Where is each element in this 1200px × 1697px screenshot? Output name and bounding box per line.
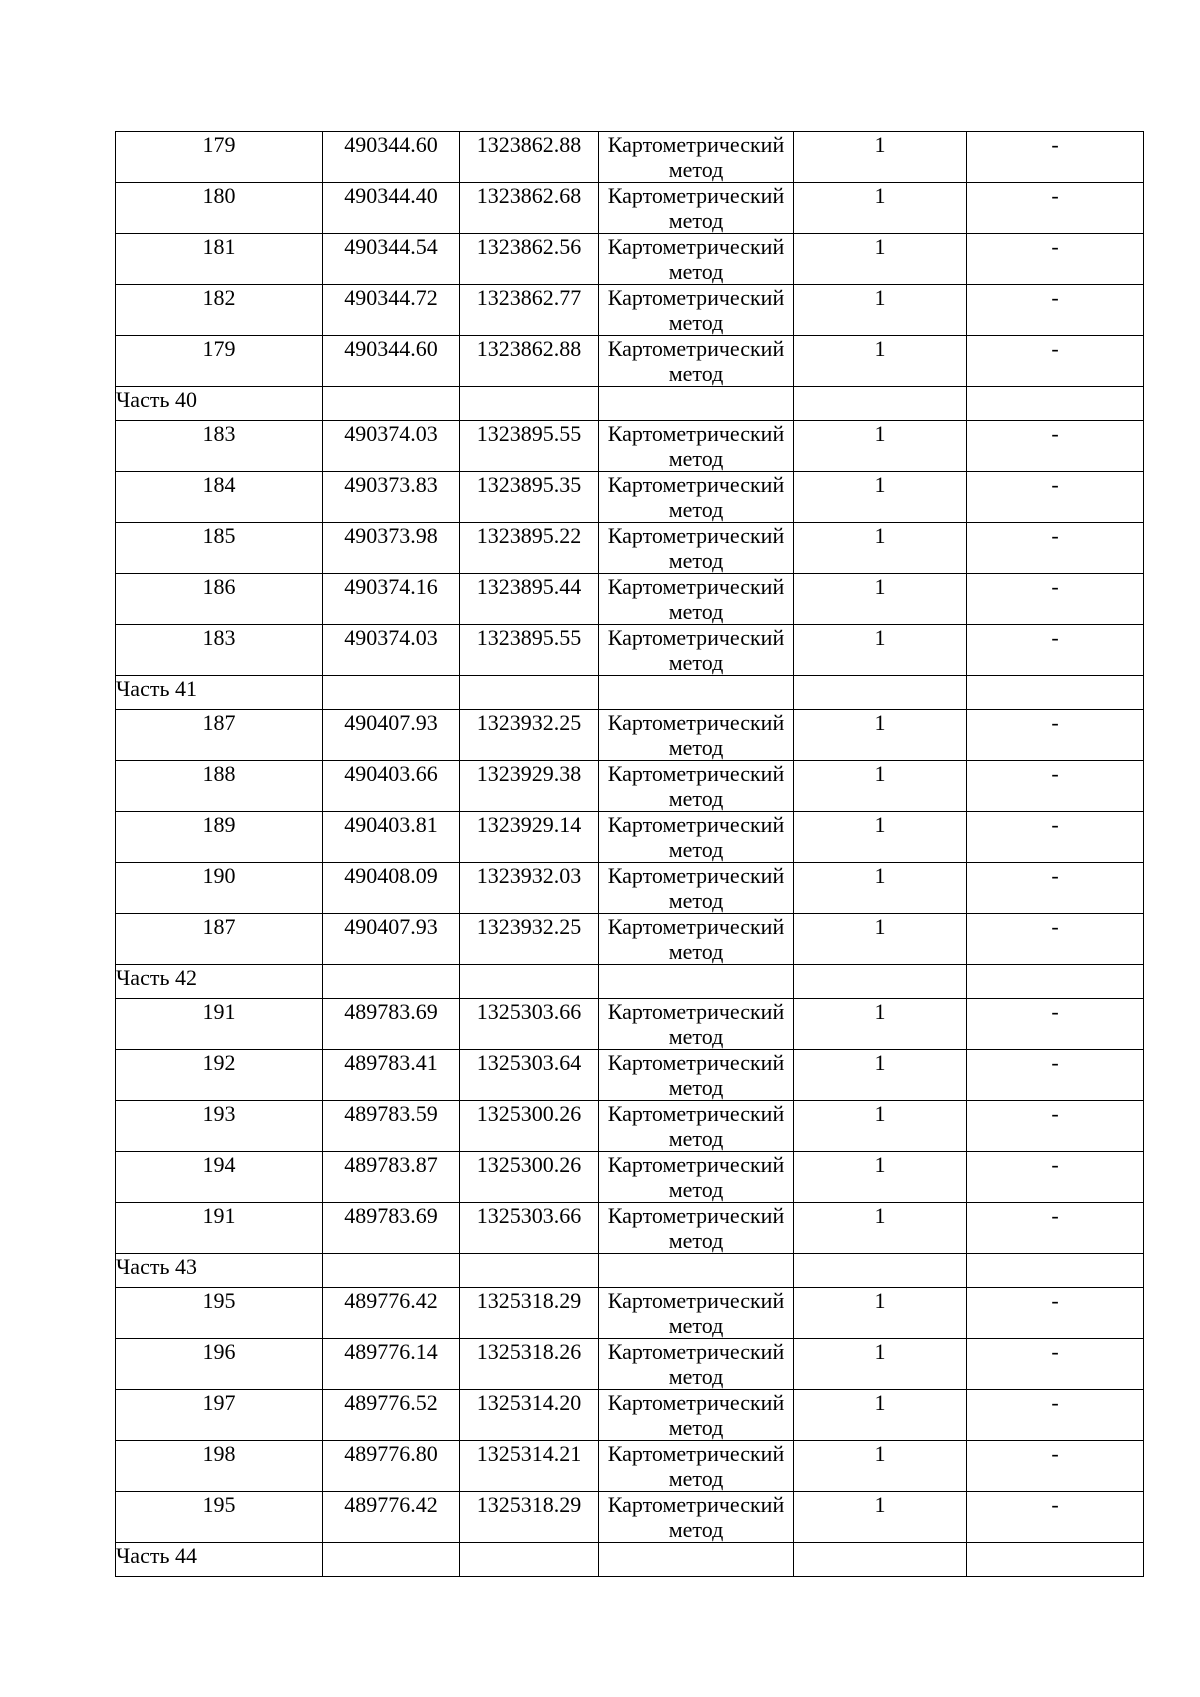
method-line-1: Картометрический bbox=[607, 1288, 785, 1313]
empty-cell bbox=[794, 387, 967, 421]
empty-cell bbox=[794, 1254, 967, 1288]
description-cell: - bbox=[967, 183, 1144, 234]
x-coordinate-cell: 489776.52 bbox=[323, 1390, 460, 1441]
empty-cell bbox=[599, 676, 794, 710]
part-header-row bbox=[116, 1543, 1144, 1577]
method-cell bbox=[599, 914, 794, 965]
empty-cell bbox=[323, 676, 460, 710]
method-line-2: метод bbox=[668, 888, 724, 913]
point-number-cell: 183 bbox=[116, 421, 323, 472]
table-row bbox=[116, 1050, 1144, 1101]
empty-cell bbox=[460, 965, 599, 999]
method-line-2: метод bbox=[668, 939, 724, 964]
method-line-1: Картометрический bbox=[607, 421, 785, 446]
method-line-2: метод bbox=[668, 599, 724, 624]
y-coordinate-cell: 1325300.26 bbox=[460, 1101, 599, 1152]
table-row bbox=[116, 1152, 1144, 1203]
empty-cell bbox=[460, 1543, 599, 1577]
x-coordinate-cell: 490407.93 bbox=[323, 710, 460, 761]
empty-cell bbox=[323, 965, 460, 999]
empty-cell bbox=[599, 1543, 794, 1577]
empty-cell bbox=[599, 965, 794, 999]
accuracy-cell: 1 bbox=[794, 1390, 967, 1441]
method-line-2: метод bbox=[668, 157, 724, 182]
method-line-2: метод bbox=[668, 548, 724, 573]
point-number-cell: 191 bbox=[116, 1203, 323, 1254]
x-coordinate-cell: 490374.03 bbox=[323, 421, 460, 472]
x-coordinate-cell: 490344.40 bbox=[323, 183, 460, 234]
y-coordinate-cell: 1325303.66 bbox=[460, 999, 599, 1050]
description-cell: - bbox=[967, 1339, 1144, 1390]
y-coordinate-cell: 1323862.56 bbox=[460, 234, 599, 285]
method-line-2: метод bbox=[668, 786, 724, 811]
method-line-2: метод bbox=[668, 1126, 724, 1151]
y-coordinate-cell: 1323862.68 bbox=[460, 183, 599, 234]
y-coordinate-cell: 1325314.21 bbox=[460, 1441, 599, 1492]
method-cell bbox=[599, 183, 794, 234]
method-cell bbox=[599, 1492, 794, 1543]
accuracy-cell: 1 bbox=[794, 1339, 967, 1390]
point-number-cell: 181 bbox=[116, 234, 323, 285]
table-row bbox=[116, 625, 1144, 676]
method-line-1: Картометрический bbox=[607, 1492, 785, 1517]
method-cell bbox=[599, 336, 794, 387]
method-line-2: метод bbox=[668, 497, 724, 522]
method-line-1: Картометрический bbox=[607, 234, 785, 259]
x-coordinate-cell: 490374.03 bbox=[323, 625, 460, 676]
y-coordinate-cell: 1323895.22 bbox=[460, 523, 599, 574]
method-cell bbox=[599, 1152, 794, 1203]
table-row bbox=[116, 812, 1144, 863]
table-row bbox=[116, 1390, 1144, 1441]
table-row bbox=[116, 1339, 1144, 1390]
x-coordinate-cell: 490373.83 bbox=[323, 472, 460, 523]
method-cell bbox=[599, 1203, 794, 1254]
x-coordinate-cell: 490403.81 bbox=[323, 812, 460, 863]
table-row bbox=[116, 999, 1144, 1050]
empty-cell bbox=[967, 676, 1144, 710]
method-line-2: метод bbox=[668, 1024, 724, 1049]
table-row bbox=[116, 1441, 1144, 1492]
y-coordinate-cell: 1325303.64 bbox=[460, 1050, 599, 1101]
table-row bbox=[116, 421, 1144, 472]
table-row bbox=[116, 574, 1144, 625]
x-coordinate-cell: 490408.09 bbox=[323, 863, 460, 914]
description-cell: - bbox=[967, 1288, 1144, 1339]
method-line-1: Картометрический bbox=[607, 1441, 785, 1466]
point-number-cell: 195 bbox=[116, 1288, 323, 1339]
point-number-cell: 193 bbox=[116, 1101, 323, 1152]
part-label-cell: Часть 40 bbox=[116, 387, 323, 421]
method-line-2: метод bbox=[668, 1177, 724, 1202]
point-number-cell: 186 bbox=[116, 574, 323, 625]
x-coordinate-cell: 490407.93 bbox=[323, 914, 460, 965]
y-coordinate-cell: 1323862.77 bbox=[460, 285, 599, 336]
method-cell bbox=[599, 1288, 794, 1339]
part-header-row bbox=[116, 965, 1144, 999]
x-coordinate-cell: 489783.69 bbox=[323, 1203, 460, 1254]
description-cell: - bbox=[967, 574, 1144, 625]
part-header-row bbox=[116, 676, 1144, 710]
description-cell: - bbox=[967, 1152, 1144, 1203]
x-coordinate-cell: 489783.87 bbox=[323, 1152, 460, 1203]
method-cell bbox=[599, 574, 794, 625]
method-cell bbox=[599, 1101, 794, 1152]
method-cell bbox=[599, 999, 794, 1050]
y-coordinate-cell: 1325318.29 bbox=[460, 1288, 599, 1339]
method-line-2: метод bbox=[668, 1466, 724, 1491]
method-cell bbox=[599, 234, 794, 285]
table-row bbox=[116, 710, 1144, 761]
y-coordinate-cell: 1323862.88 bbox=[460, 132, 599, 183]
method-cell bbox=[599, 761, 794, 812]
x-coordinate-cell: 489776.14 bbox=[323, 1339, 460, 1390]
point-number-cell: 198 bbox=[116, 1441, 323, 1492]
part-label-cell: Часть 43 bbox=[116, 1254, 323, 1288]
accuracy-cell: 1 bbox=[794, 1441, 967, 1492]
method-line-1: Картометрический bbox=[607, 1101, 785, 1126]
x-coordinate-cell: 489776.80 bbox=[323, 1441, 460, 1492]
accuracy-cell: 1 bbox=[794, 999, 967, 1050]
method-line-1: Картометрический bbox=[607, 472, 785, 497]
point-number-cell: 180 bbox=[116, 183, 323, 234]
method-cell bbox=[599, 285, 794, 336]
point-number-cell: 192 bbox=[116, 1050, 323, 1101]
accuracy-cell: 1 bbox=[794, 523, 967, 574]
empty-cell bbox=[460, 387, 599, 421]
method-cell bbox=[599, 710, 794, 761]
accuracy-cell: 1 bbox=[794, 1288, 967, 1339]
point-number-cell: 197 bbox=[116, 1390, 323, 1441]
x-coordinate-cell: 489776.42 bbox=[323, 1288, 460, 1339]
accuracy-cell: 1 bbox=[794, 812, 967, 863]
method-line-1: Картометрический bbox=[607, 625, 785, 650]
empty-cell bbox=[323, 1543, 460, 1577]
method-cell bbox=[599, 472, 794, 523]
method-cell bbox=[599, 421, 794, 472]
y-coordinate-cell: 1323862.88 bbox=[460, 336, 599, 387]
description-cell: - bbox=[967, 1492, 1144, 1543]
accuracy-cell: 1 bbox=[794, 574, 967, 625]
x-coordinate-cell: 490344.72 bbox=[323, 285, 460, 336]
y-coordinate-cell: 1323895.55 bbox=[460, 625, 599, 676]
part-header-row bbox=[116, 1254, 1144, 1288]
y-coordinate-cell: 1325314.20 bbox=[460, 1390, 599, 1441]
point-number-cell: 188 bbox=[116, 761, 323, 812]
description-cell: - bbox=[967, 472, 1144, 523]
coordinates-table-body bbox=[116, 132, 1144, 1577]
method-line-1: Картометрический bbox=[607, 1203, 785, 1228]
method-line-1: Картометрический bbox=[607, 574, 785, 599]
x-coordinate-cell: 490344.60 bbox=[323, 336, 460, 387]
y-coordinate-cell: 1323895.35 bbox=[460, 472, 599, 523]
method-cell bbox=[599, 1441, 794, 1492]
point-number-cell: 182 bbox=[116, 285, 323, 336]
y-coordinate-cell: 1325318.29 bbox=[460, 1492, 599, 1543]
accuracy-cell: 1 bbox=[794, 625, 967, 676]
method-line-2: метод bbox=[668, 1228, 724, 1253]
accuracy-cell: 1 bbox=[794, 710, 967, 761]
description-cell: - bbox=[967, 761, 1144, 812]
empty-cell bbox=[323, 387, 460, 421]
table-row bbox=[116, 1492, 1144, 1543]
method-line-2: метод bbox=[668, 1075, 724, 1100]
x-coordinate-cell: 489783.41 bbox=[323, 1050, 460, 1101]
empty-cell bbox=[460, 1254, 599, 1288]
point-number-cell: 179 bbox=[116, 336, 323, 387]
part-label-cell: Часть 41 bbox=[116, 676, 323, 710]
description-cell: - bbox=[967, 999, 1144, 1050]
point-number-cell: 194 bbox=[116, 1152, 323, 1203]
method-cell bbox=[599, 1339, 794, 1390]
table-row bbox=[116, 523, 1144, 574]
method-cell bbox=[599, 132, 794, 183]
description-cell: - bbox=[967, 863, 1144, 914]
point-number-cell: 195 bbox=[116, 1492, 323, 1543]
empty-cell bbox=[599, 387, 794, 421]
description-cell: - bbox=[967, 1101, 1144, 1152]
table-row bbox=[116, 472, 1144, 523]
method-line-1: Картометрический bbox=[607, 132, 785, 157]
method-line-1: Картометрический bbox=[607, 336, 785, 361]
accuracy-cell: 1 bbox=[794, 421, 967, 472]
point-number-cell: 190 bbox=[116, 863, 323, 914]
empty-cell bbox=[967, 1254, 1144, 1288]
x-coordinate-cell: 489783.69 bbox=[323, 999, 460, 1050]
method-line-1: Картометрический bbox=[607, 1339, 785, 1364]
method-line-1: Картометрический bbox=[607, 812, 785, 837]
method-line-1: Картометрический bbox=[607, 999, 785, 1024]
method-line-1: Картометрический bbox=[607, 863, 785, 888]
table-row bbox=[116, 863, 1144, 914]
method-cell bbox=[599, 1390, 794, 1441]
x-coordinate-cell: 489783.59 bbox=[323, 1101, 460, 1152]
method-cell bbox=[599, 1050, 794, 1101]
method-line-2: метод bbox=[668, 837, 724, 862]
table-row bbox=[116, 761, 1144, 812]
empty-cell bbox=[460, 676, 599, 710]
y-coordinate-cell: 1323932.25 bbox=[460, 914, 599, 965]
y-coordinate-cell: 1323929.14 bbox=[460, 812, 599, 863]
empty-cell bbox=[794, 676, 967, 710]
empty-cell bbox=[599, 1254, 794, 1288]
table-row bbox=[116, 234, 1144, 285]
point-number-cell: 187 bbox=[116, 710, 323, 761]
description-cell: - bbox=[967, 421, 1144, 472]
method-line-1: Картометрический bbox=[607, 1050, 785, 1075]
table-row bbox=[116, 914, 1144, 965]
description-cell: - bbox=[967, 1390, 1144, 1441]
part-label-cell: Часть 42 bbox=[116, 965, 323, 999]
x-coordinate-cell: 490344.54 bbox=[323, 234, 460, 285]
accuracy-cell: 1 bbox=[794, 234, 967, 285]
coordinates-table bbox=[115, 131, 1144, 1577]
x-coordinate-cell: 490344.60 bbox=[323, 132, 460, 183]
accuracy-cell: 1 bbox=[794, 472, 967, 523]
description-cell: - bbox=[967, 625, 1144, 676]
empty-cell bbox=[794, 1543, 967, 1577]
point-number-cell: 196 bbox=[116, 1339, 323, 1390]
accuracy-cell: 1 bbox=[794, 183, 967, 234]
empty-cell bbox=[794, 965, 967, 999]
method-line-2: метод bbox=[668, 446, 724, 471]
description-cell: - bbox=[967, 1203, 1144, 1254]
description-cell: - bbox=[967, 1050, 1144, 1101]
method-line-1: Картометрический bbox=[607, 710, 785, 735]
point-number-cell: 191 bbox=[116, 999, 323, 1050]
y-coordinate-cell: 1325303.66 bbox=[460, 1203, 599, 1254]
method-line-1: Картометрический bbox=[607, 285, 785, 310]
method-line-2: метод bbox=[668, 1415, 724, 1440]
empty-cell bbox=[323, 1254, 460, 1288]
y-coordinate-cell: 1323932.03 bbox=[460, 863, 599, 914]
point-number-cell: 184 bbox=[116, 472, 323, 523]
method-line-2: метод bbox=[668, 1313, 724, 1338]
method-line-1: Картометрический bbox=[607, 523, 785, 548]
description-cell: - bbox=[967, 285, 1144, 336]
table-row bbox=[116, 1101, 1144, 1152]
method-line-1: Картометрический bbox=[607, 183, 785, 208]
y-coordinate-cell: 1323932.25 bbox=[460, 710, 599, 761]
description-cell: - bbox=[967, 1441, 1144, 1492]
method-cell bbox=[599, 863, 794, 914]
empty-cell bbox=[967, 387, 1144, 421]
description-cell: - bbox=[967, 234, 1144, 285]
description-cell: - bbox=[967, 336, 1144, 387]
y-coordinate-cell: 1323895.44 bbox=[460, 574, 599, 625]
accuracy-cell: 1 bbox=[794, 914, 967, 965]
y-coordinate-cell: 1323929.38 bbox=[460, 761, 599, 812]
table-row bbox=[116, 132, 1144, 183]
accuracy-cell: 1 bbox=[794, 1152, 967, 1203]
accuracy-cell: 1 bbox=[794, 285, 967, 336]
method-line-1: Картометрический bbox=[607, 761, 785, 786]
description-cell: - bbox=[967, 812, 1144, 863]
method-line-1: Картометрический bbox=[607, 1390, 785, 1415]
description-cell: - bbox=[967, 132, 1144, 183]
method-cell bbox=[599, 625, 794, 676]
y-coordinate-cell: 1325318.26 bbox=[460, 1339, 599, 1390]
description-cell: - bbox=[967, 914, 1144, 965]
description-cell: - bbox=[967, 523, 1144, 574]
accuracy-cell: 1 bbox=[794, 1101, 967, 1152]
point-number-cell: 189 bbox=[116, 812, 323, 863]
method-line-2: метод bbox=[668, 735, 724, 760]
method-line-2: метод bbox=[668, 650, 724, 675]
point-number-cell: 183 bbox=[116, 625, 323, 676]
y-coordinate-cell: 1325300.26 bbox=[460, 1152, 599, 1203]
point-number-cell: 179 bbox=[116, 132, 323, 183]
method-line-2: метод bbox=[668, 208, 724, 233]
x-coordinate-cell: 490373.98 bbox=[323, 523, 460, 574]
table-row bbox=[116, 1203, 1144, 1254]
table-row bbox=[116, 1288, 1144, 1339]
method-cell bbox=[599, 812, 794, 863]
empty-cell bbox=[967, 965, 1144, 999]
accuracy-cell: 1 bbox=[794, 1492, 967, 1543]
accuracy-cell: 1 bbox=[794, 336, 967, 387]
x-coordinate-cell: 490374.16 bbox=[323, 574, 460, 625]
method-line-2: метод bbox=[668, 259, 724, 284]
method-line-2: метод bbox=[668, 1364, 724, 1389]
method-line-1: Картометрический bbox=[607, 1152, 785, 1177]
accuracy-cell: 1 bbox=[794, 863, 967, 914]
description-cell: - bbox=[967, 710, 1144, 761]
accuracy-cell: 1 bbox=[794, 1050, 967, 1101]
table-row bbox=[116, 336, 1144, 387]
accuracy-cell: 1 bbox=[794, 132, 967, 183]
empty-cell bbox=[967, 1543, 1144, 1577]
part-header-row bbox=[116, 387, 1144, 421]
x-coordinate-cell: 490403.66 bbox=[323, 761, 460, 812]
method-line-2: метод bbox=[668, 310, 724, 335]
method-line-2: метод bbox=[668, 361, 724, 386]
accuracy-cell: 1 bbox=[794, 761, 967, 812]
accuracy-cell: 1 bbox=[794, 1203, 967, 1254]
x-coordinate-cell: 489776.42 bbox=[323, 1492, 460, 1543]
y-coordinate-cell: 1323895.55 bbox=[460, 421, 599, 472]
method-line-1: Картометрический bbox=[607, 914, 785, 939]
table-row bbox=[116, 285, 1144, 336]
table-row bbox=[116, 183, 1144, 234]
point-number-cell: 185 bbox=[116, 523, 323, 574]
method-line-2: метод bbox=[668, 1517, 724, 1542]
point-number-cell: 187 bbox=[116, 914, 323, 965]
part-label-cell: Часть 44 bbox=[116, 1543, 323, 1577]
method-cell bbox=[599, 523, 794, 574]
